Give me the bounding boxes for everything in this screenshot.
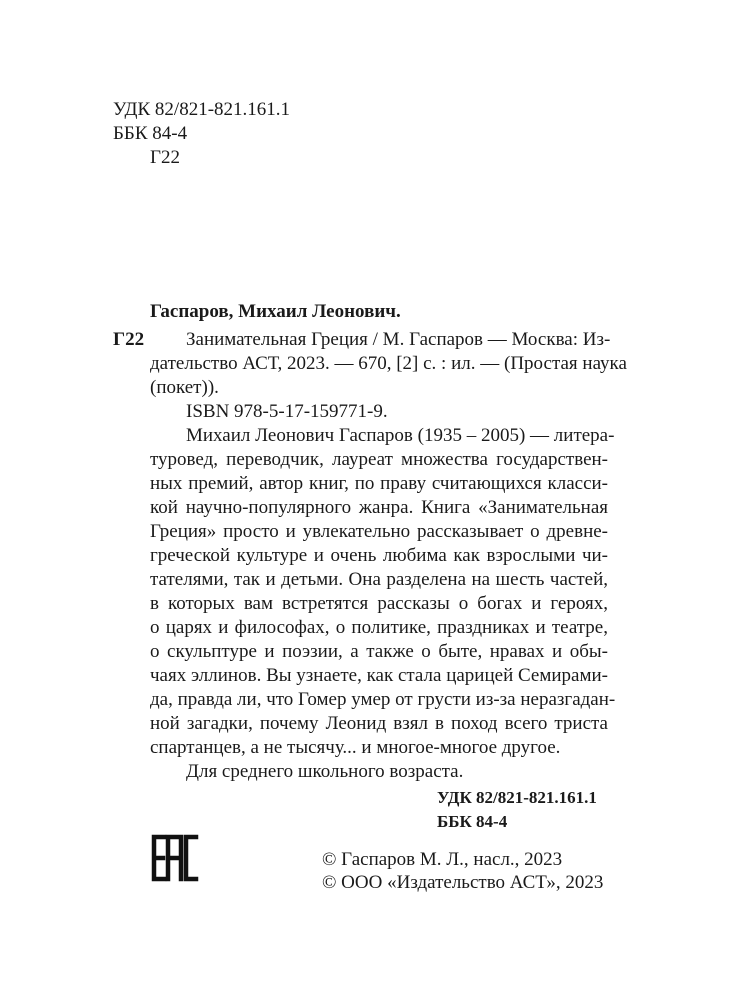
- copyright-publisher: © ООО «Издательство АСТ», 2023: [322, 872, 604, 893]
- annotation-line: о царях и философах, о политике, праздниках и театре,: [150, 617, 608, 638]
- author-code: Г22: [113, 329, 145, 350]
- annotation-line: ных премий, автор книг, по праву считающихся класси-: [150, 473, 608, 494]
- eac-mark-icon: [150, 833, 200, 883]
- copyright-author: © Гаспаров М. Л., насл., 2023: [322, 849, 563, 870]
- title-line-3: (покет)).: [150, 377, 219, 398]
- audience-note: Для среднего школьного возраста.: [186, 761, 464, 782]
- annotation-line: чаях эллинов. Вы узнаете, как стала царицей Семирами-: [150, 665, 608, 686]
- udk-top: УДК 82/821-821.161.1: [113, 99, 291, 120]
- annotation-line: о скульптуре и поэзии, а также о быте, нравах и обы-: [150, 641, 608, 662]
- udk-bottom: УДК 82/821-821.161.1: [437, 788, 597, 807]
- annotation-line: греческой культуре и очень любима как взрослыми чи-: [150, 545, 608, 566]
- author-heading: Гаспаров, Михаил Леонович.: [150, 301, 401, 322]
- annotation-line: кой научно-популярного жанра. Книга «Занимательная: [150, 497, 608, 518]
- title-line-1: Занимательная Греция / М. Гаспаров — Москва: Из-: [186, 329, 611, 350]
- isbn: ISBN 978-5-17-159771-9.: [186, 401, 388, 422]
- annotation-line: да, правда ли, что Гомер умер от грусти из-за неразгадан-: [150, 689, 616, 710]
- title-line-2: дательство АСТ, 2023. — 670, [2] с. : ил. — (Простая наука: [150, 353, 627, 374]
- annotation-line: Михаил Леонович Гаспаров (1935 – 2005) — литера-: [186, 425, 615, 446]
- annotation-line: в которых вам встретятся рассказы о богах и героях,: [150, 593, 608, 614]
- annotation-line: спартанцев, а не тысячу... и многое-многое другое.: [150, 737, 561, 758]
- bbk-top: ББК 84-4: [113, 123, 188, 144]
- annotation-line: туровед, переводчик, лауреат множества государствен-: [150, 449, 608, 470]
- author-code-top: Г22: [150, 147, 180, 168]
- annotation-line: тателями, так и детьми. Она разделена на шесть частей,: [150, 569, 608, 590]
- annotation-line: ной загадки, почему Леонид взял в поход всего триста: [150, 713, 608, 734]
- annotation-line: Греция» просто и увлекательно рассказывает о древне-: [150, 521, 608, 542]
- bbk-bottom: ББК 84-4: [437, 812, 508, 831]
